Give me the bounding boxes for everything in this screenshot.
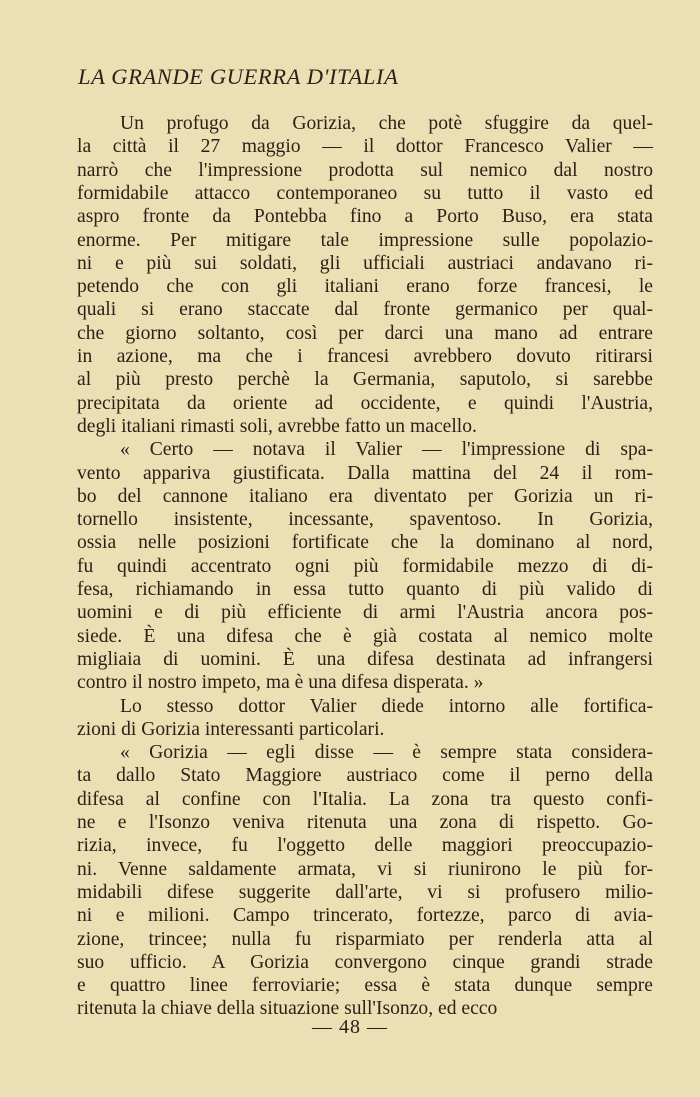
text-line: in azione, ma che i francesi avrebbero dovuto ritirarsi [77,346,653,367]
text-line: ne e l'Isonzo veniva ritenuta una zona di rispetto. Go- [77,812,653,833]
text-line: tornello insistente, incessante, spaventoso. In Gorizia, [77,509,653,531]
text-line: vento appariva giustificata. Dalla mattina del 24 il rom- [77,462,653,484]
text-line: ni. Venne saldamente armata, vi si riunirono le più for- [77,858,653,880]
text-line: fesa, richiamando in essa tutto quanto di più valido di [77,579,653,600]
text-line: petendo che con gli italiani erano forze francesi, le [77,276,653,298]
text-line: « Gorizia — egli disse — è sempre stata considera- [120,742,653,764]
text-line: ni e milioni. Campo trincerato, fortezze, parco di avia- [77,905,653,927]
text-line: suo ufficio. A Gorizia convergono cinque grandi strade [77,951,653,973]
running-head: LA GRANDE GUERRA D'ITALIA [78,64,399,89]
text-line: ritenuta la chiave della situazione sull'Isonzo, ed ecco [77,998,498,1020]
page-number: — 48 — [312,1016,388,1038]
text-line: bo del cannone italiano era diventato per Gorizia un ri- [77,485,653,507]
text-line: precipitata da oriente ad occidente, e quindi l'Austria, [77,392,653,414]
text-line: difesa al confine con l'Italia. La zona tra questo confi- [77,788,653,810]
text-line: siede. È una difesa che è già costata al nemico molte [77,625,653,647]
text-line: fu quindi accentrato ogni più formidabile mezzo di di- [77,555,653,577]
text-line: ta dallo Stato Maggiore austriaco come il perno della [77,765,653,787]
text-line: ni e più sui soldati, gli ufficiali austriaci andavano ri- [77,252,653,274]
text-line: uomini e di più efficiente di armi l'Austria ancora pos- [77,602,653,624]
text-line: che giorno soltanto, così per darci una mano ad entrare [77,322,653,344]
text-line: quali si erano staccate dal fronte germanico per qual- [77,299,653,321]
text-line: al più presto perchè la Germania, saputolo, si sarebbe [77,369,653,391]
text-line: formidabile attacco contemporaneo su tutto il vasto ed [77,182,653,204]
text-line: degli italiani rimasti soli, avrebbe fatto un macello. [77,415,477,437]
text-line: ossia nelle posizioni fortificate che la dominano al nord, [77,532,653,554]
text-line: midabili difese suggerite dall'arte, vi si profusero milio- [77,881,653,903]
text-line: migliaia di uomini. È una difesa destinata ad infrangersi [77,648,653,670]
text-line: la città il 27 maggio — il dottor Francesco Valier — [77,136,653,158]
text-line: zioni di Gorizia interessanti particolari. [77,718,385,740]
text-line: Lo stesso dottor Valier diede intorno alle fortifica- [120,695,653,717]
text-line: narrò che l'impressione prodotta sul nemico dal nostro [77,159,653,181]
text-line: contro il nostro impeto, ma è una difesa disperata. » [77,672,484,694]
text-line: aspro fronte da Pontebba fino a Porto Buso, era stata [77,206,653,228]
text-line: rizia, invece, fu l'oggetto delle maggiori preoccupazio- [77,835,653,857]
text-line: Un profugo da Gorizia, che potè sfuggire da quel- [120,113,653,134]
text-line: zione, trincee; nulla fu risparmiato per renderla atta al [77,928,653,950]
text-line: e quattro linee ferroviarie; essa è stata dunque sempre [77,975,653,997]
text-line: « Certo — notava il Valier — l'impressione di spa- [120,439,653,461]
text-line: enorme. Per mitigare tale impressione sulle popolazio- [77,229,653,251]
